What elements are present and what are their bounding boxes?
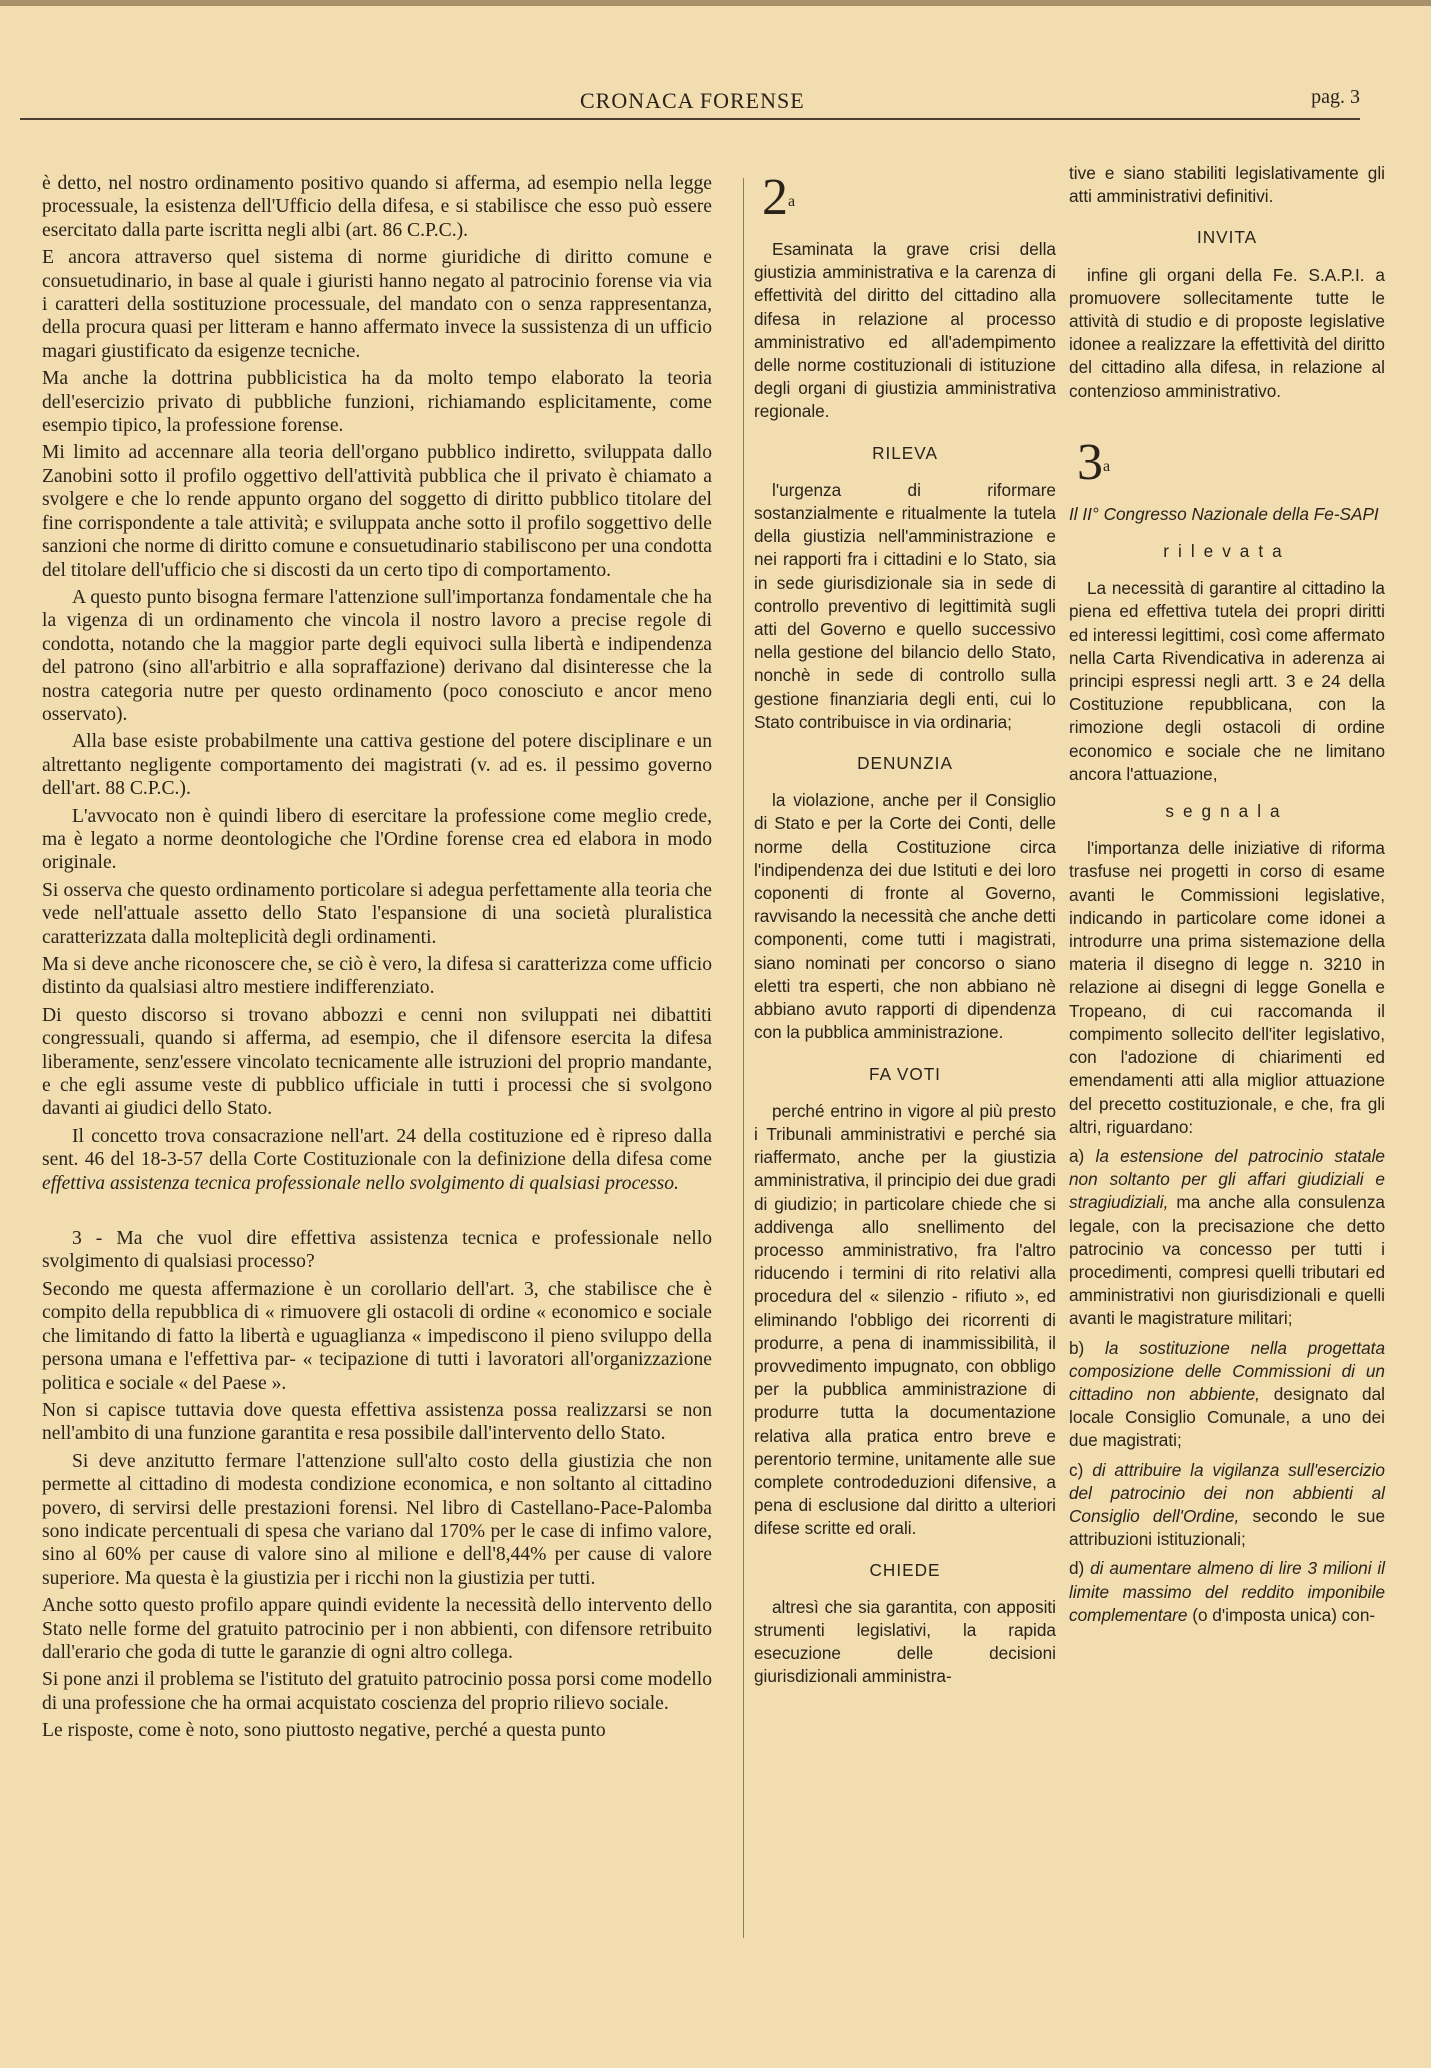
text-fa-voti: perché entrino in vigore al più presto i Tribunali amministrativi e perché sia riaffermato, anche per la giustizia amministrativa, il principio dei due gradi di giudizio; in particolare chiede che si addivenga allo snellimento del processo amministrativo, fra l'altro riducendo i termini di rito relativi alla procedura del « silenzio - rifiuto », ed eliminando l'obbligo dei ricorrenti di produrre, a pena di inammissibilità, il provvedimento impugnato, con obbligo per la pubblica amministrazione di produrre tutta la documentazione relativa alla pratica entro breve e perentorio termine, unitamente alle sue complete controdeduzioni difensive, a pena di esclusione dal diritto a ulteriori difese scritte ed orali.: [754, 1100, 1056, 1539]
article-column: [42, 172, 712, 1747]
list-item-italic: di aumentare almeno di lire 3 milioni il limite massimo del reddito imponibile complementare: [1069, 1558, 1385, 1625]
congress-line: Il II° Congresso Nazionale della Fe-SAPI: [1069, 503, 1379, 524]
article-paragraph: Alla base esiste probabilmente una cattiva gestione del potere disciplinare e un altrettanto negligente comportamento dei magistrati (v. ad es. il pessimo governo dell'art. 88 C.P.C.).: [42, 731, 712, 800]
list-item-label: d): [1069, 1558, 1085, 1579]
heading-segnala: segnala: [1165, 801, 1289, 822]
motion-number-sup: a: [1103, 457, 1111, 475]
motion-intro: Esaminata la grave crisi della giustizia amministrativa e la carenza di effettività del diritto del cittadino alla difesa in relazione al processo amministrativo ed all'adempimento delle norme costituzionali di istituzione degli organi di giustizia amministrativa regionale.: [754, 239, 1056, 422]
text-continuation: tive e siano stabiliti legislativamente gli atti amministrativi definitivi.: [1069, 163, 1385, 207]
heading-rilevata: rilevata: [1163, 541, 1291, 562]
article-paragraph: A questo punto bisogna fermare l'attenzione sull'importanza fondamentale che ha la vigenza di un ordinamento che vincola il nostro lavoro a precise regole di condotta, notando che la maggior parte degli equivoci sulla libertà e indipendenza del patrono (sino all'arbitrio e alla sopraffazione) derivano dal disinteresse che la nostra categoria nutre per questo ordinamento (poco conosciuto e ancor meno osservato).: [42, 586, 712, 725]
article-text: Il concetto trova consacrazione nell'art. 24 della costituzione ed è ripreso dalla sent. 46 del 18-3-57 della Corte Costituzionale con la definizione della difesa come: [42, 1125, 712, 1171]
article-paragraph: Si pone anzi il problema se l'istituto del gratuito patrocinio possa porsi come modello di una professione che ha ormai acquistato coscienza del proprio rilievo sociale.: [42, 1669, 712, 1714]
article-paragraph: E ancora attraverso quel sistema di norme giuridiche di diritto comune e consuetudinario, in base al quale i giuristi hanno negato al patrocinio forense via via i caratteri della sostituzione processuale, del mandato con o senza rappresentanza, della procura quasi per litteram e hanno affermato invece la sussistenza di un ufficio magari giustificato da esigenze tecniche.: [42, 247, 712, 362]
text-chiede: altresì che sia garantita, con appositi strumenti legislativi, la rapida esecuzione delle decisioni giurisdizionali amministra-: [754, 1596, 1056, 1687]
text-denunzia: la violazione, anche per il Consiglio di Stato e per la Corte dei Conti, delle norme della Costituzione circa l'indipendenza dei due Istituti e dei loro coponenti di fronte al Governo, ravvisando la necessità che anche detti componenti, come tutti i magistrati, siano nominati per concorso o siano eletti tra esperti, che non abbiano nè abbiano avuto rapporti di dipendenza con la pubblica amministrazione.: [754, 790, 1056, 1043]
article-paragraph: Le risposte, come è noto, sono piuttosto negative, perché a questa punto: [42, 1720, 606, 1742]
list-item-text: designato dal locale Consiglio Comunale, a uno dei due magistrati;: [1069, 1383, 1385, 1451]
motion-number-sup: a: [788, 193, 796, 210]
motion-number: [1077, 433, 1385, 491]
column-divider: [743, 178, 744, 1938]
emphasized-definition: effettiva assistenza tecnica professionale nello svolgimento di qualsiasi processo.: [42, 1172, 679, 1194]
article-paragraph: Di questo discorso si trovano abbozzi e cenni non sviluppati nei dibattiti congressuali, quando si afferma, ad esempio, che il difensore esercita la difesa liberamente, senz'essere vincolato tecnicamente alle istruzioni del proprio mandante, e che egli assume veste di pubblico ufficiale in tutti i processi che si svolgono davanti ai giudici dello Stato.: [42, 1004, 712, 1120]
text-rilevata: La necessità di garantire al cittadino la piena ed effettiva tutela dei propri diritti ed interessi legittimi, così come affermato nella Carta Rivendicativa in aderenza ai principi espressi negli artt. 3 e 24 della Costituzione repubblicana, con la rimozione degli ostacoli di ordine economico e sociale che ne limitano ancora l'attuazione,: [1069, 578, 1385, 784]
article-paragraph: Secondo me questa affermazione è un corollario dell'art. 3, che stabilisce che è compito della repubblica di « rimuovere gli ostacoli di ordine « economico e sociale che limitando di fatto la libertà e uguaglianza « impediscono il pieno sviluppo della persona umana e l'effettiva par- « tecipazione di tutti i lavoratori all'organizzazione politica e sociale « del Paese ».: [42, 1278, 712, 1394]
section-heading: 3 - Ma che vuol dire effettiva assistenza tecnica e professionale nello svolgimento di qualsiasi processo?: [42, 1228, 712, 1273]
article-paragraph: è detto, nel nostro ordinamento positivo quando si afferma, ad esempio nella legge processuale, la esistenza dell'Ufficio della difesa, e si stabilisce che esso può essere esercitato dalla parte iscritta negli albi (art. 86 C.P.C.).: [42, 173, 712, 241]
text-rileva: l'urgenza di riformare sostanzialmente e ritualmente la tutela della giustizia nell'amministrazione e nei rapporti fra i cittadini e lo Stato, sia in sede giurisdizionale sia in sede di controllo preventivo di legittimità sugli atti del Governo e quello successivo nella gestione del bilancio dello Stato, nonchè in sede di controllo sulla gestione finanziaria degli enti, cui lo Stato contribuisce in via ordinaria;: [754, 479, 1056, 732]
list-item-label: c): [1069, 1459, 1084, 1480]
heading-fa-voti: FA VOTI: [869, 1063, 941, 1084]
article-paragraph: Si deve anzitutto fermare l'attenzione sull'alto costo della giustizia che non permette al cittadino di modesta condizione economica, e non soltanto al cittadino povero, di servirsi delle prestazioni forensi. Nel libro di Castellano-Pace-Palomba sono indicate percentuali di spesa che variano dal 170% per le case di infimo valore, sino al 60% per cause di valore sino al milione e dell'8,44% per cause di valore superiore. Ma questa è la giustizia per i ricchi non la giustizia per tutti.: [42, 1450, 712, 1589]
text-invita: infine gli organi della Fe. S.A.P.I. a promuovere sollecitamente tutte le attività di studio e di proposte legislative idonee a realizzare la effettività del diritto del cittadino alla difesa, in relazione al contenzioso amministrativo.: [1069, 264, 1385, 401]
article-paragraph: Non si capisce tuttavia dove questa effettiva assistenza possa realizzarsi se non nell'ambito di una funzione garantita e resa possibile dall'intervento dello Stato.: [42, 1399, 712, 1445]
article-paragraph: L'avvocato non è quindi libero di esercitare la professione come meglio crede, ma è legato a norme deontologiche che l'Ordine forense crea ed elabora in modo originale.: [42, 805, 712, 874]
publication-title: CRONACA FORENSE: [580, 88, 805, 113]
list-item-text: ma anche alla consulenza legale, con la precisazione che detto patrocinio va concesso per tutti i procedimenti, compresi quelli tributari ed amministrativi non giurisdizionali e quelli avanti le magistrature militari;: [1069, 1192, 1385, 1329]
motion-2-column: [754, 169, 1056, 1689]
list-item-italic: di attribuire la vigilanza sull'esercizio del patrocinio dei non abbienti al Consiglio dell'Ordine,: [1069, 1459, 1385, 1526]
article-paragraph: Si osserva che questo ordinamento porticolare si adegua perfettamente alla teoria che vede nell'attuale assetto dello Stato l'espansione di una società pluralistica caratterizzata dalla molteplicità degli ordinamenti.: [42, 879, 712, 948]
text-segnala: l'importanza delle iniziative di riforma trasfuse nei progetti in corso di esame avanti le Commissioni legislative, indicando in particolare come idonei a introdurre una prima sistemazione della materia il disegno di legge n. 3210 in relazione ai disegni di legge Gonella e Tropeano, di cui raccomanda il compimento sollecito dell'iter legislativo, con l'adozione di chiarimenti ed emendamenti atti alla miglior attuazione del precetto costituzionale, e che, fra gli altri, riguardano:: [1069, 838, 1385, 1137]
article-paragraph: Ma anche la dottrina pubblicistica ha da molto tempo elaborato la teoria dell'esercizio privato di pubbliche funzioni, richiamando esplicitamente, come esempio tipico, la professione forense.: [42, 368, 712, 437]
heading-rileva: RILEVA: [872, 442, 938, 463]
list-item: [1069, 1145, 1385, 1331]
list-item-text: (o d'imposta unica) con-: [1192, 1604, 1376, 1625]
motion-number: [762, 169, 1056, 226]
page-number: pag. 3: [1311, 86, 1360, 108]
list-item-italic: la sostituzione nella progettata composizione delle Commissioni di un cittadino non abbiente,: [1069, 1337, 1385, 1404]
list-item-italic: la estensione del patrocinio statale non soltanto per gli affari giudiziali e stragiudiziali,: [1069, 1145, 1385, 1213]
list-item: [1069, 1459, 1385, 1552]
header-rule: [20, 118, 1360, 120]
list-item-text: secondo le sue attribuzioni istituzionali;: [1069, 1505, 1386, 1550]
list-item: [1069, 1337, 1385, 1453]
motion-number-digit: 3: [1077, 433, 1103, 491]
motion-3-column: [1069, 162, 1385, 1627]
list-item-label: a): [1069, 1145, 1085, 1166]
heading-invita: INVITA: [1196, 227, 1258, 248]
article-paragraph: Mi limito ad accennare alla teoria dell'organo pubblico indiretto, sviluppata dallo Zanobini sotto il profilo oggettivo dell'attività pubblica che il privato è chiamato a svolgere e che lo rende appunto organo del soggetto di diritto pubblico titolare del fine corrispondente a tale attività; e sviluppata anche sotto il profilo soggettivo delle sanzioni che norme di diritto comune e consuetudinario stabiliscono per una condotta del titolare dell'ufficio che si discosti da un certo tipo di comportamento.: [42, 442, 712, 581]
article-paragraph: [42, 1125, 712, 1195]
article-paragraph: Anche sotto questo profilo appare quindi evidente la necessità dello intervento dello Stato nelle forme del gratuito patrocinio per i non abbienti, con difensore retribuito dall'erario che goda di tutte le garanzie di ogni altro collega.: [42, 1595, 712, 1663]
scan-top-edge: [0, 0, 1431, 6]
motion-number-digit: 2: [762, 169, 788, 226]
heading-chiede: CHIEDE: [869, 1559, 941, 1580]
list-item-label: b): [1069, 1337, 1085, 1358]
request-list: [1069, 1145, 1385, 1627]
article-paragraph: Ma si deve anche riconoscere che, se ciò è vero, la difesa si caratterizza come ufficio distinto da qualsiasi altro mestiere indifferenziato.: [42, 954, 712, 999]
list-item: [1069, 1557, 1385, 1627]
heading-denunzia: DENUNZIA: [857, 753, 953, 774]
page-header: [20, 86, 1360, 118]
